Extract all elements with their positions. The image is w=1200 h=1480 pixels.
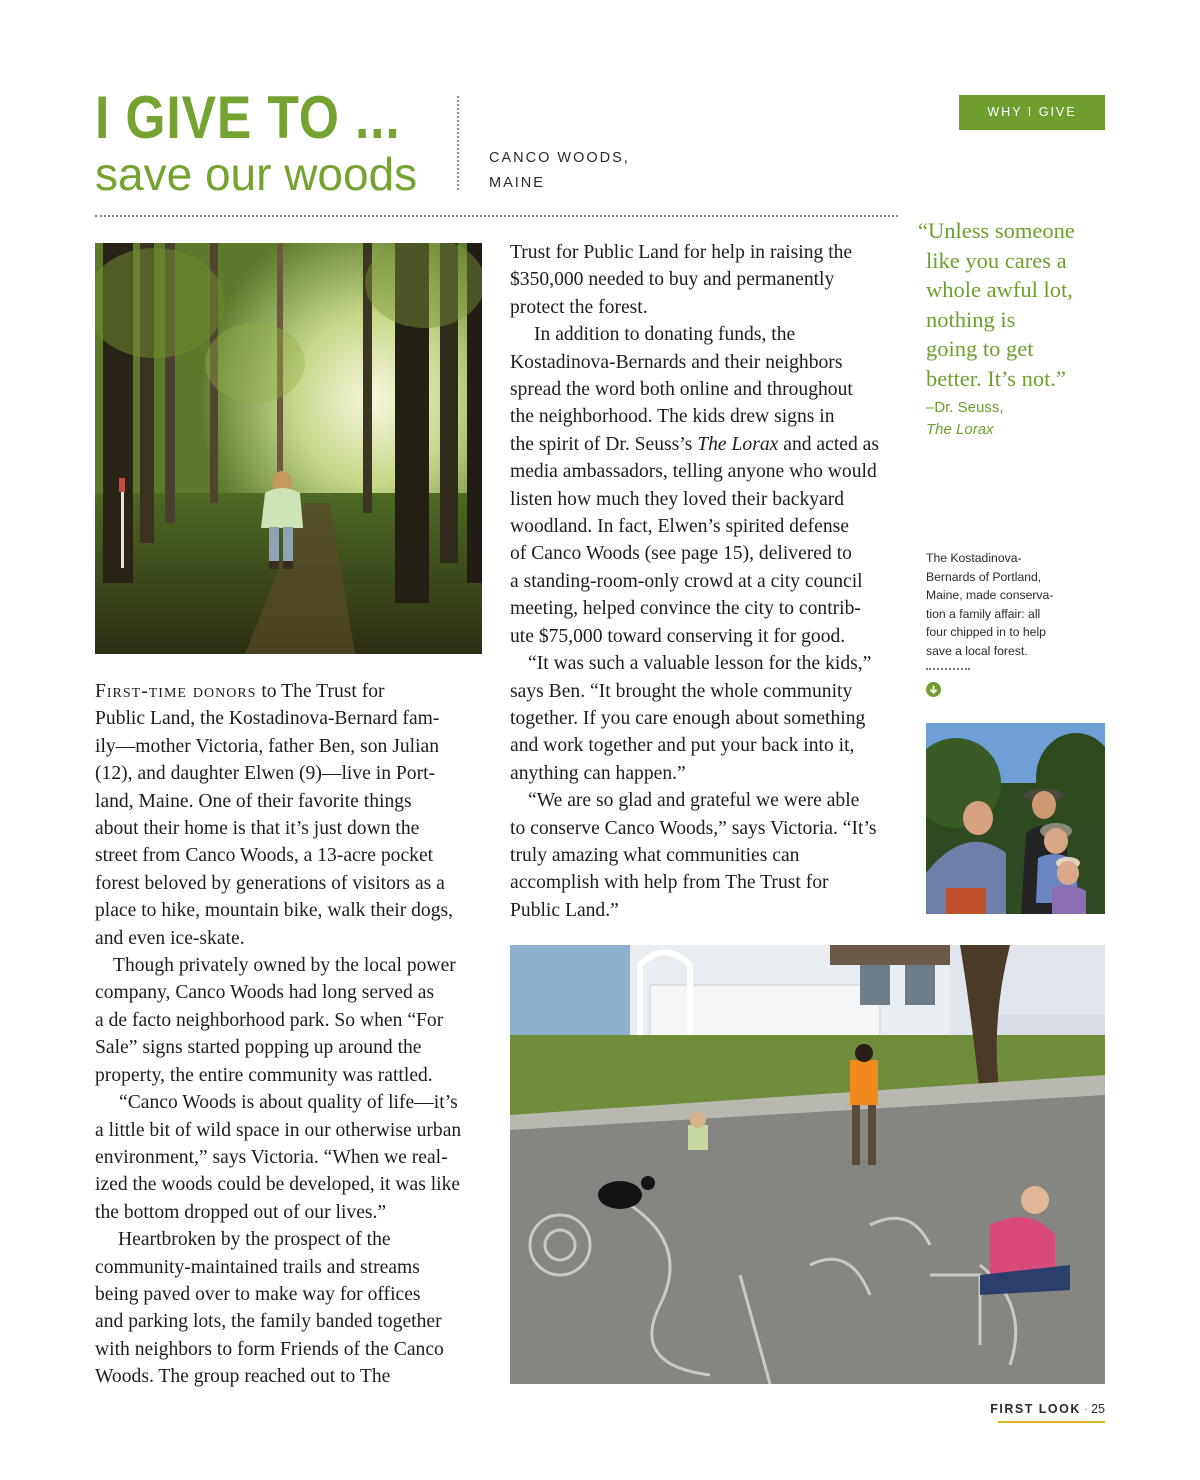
- p3-line-1: “Canco Woods is about quality of life—it’s: [119, 1092, 458, 1114]
- caption-line-2: Bernards of Portland,: [926, 569, 1042, 584]
- header-rule: [95, 215, 898, 217]
- c2-paragraph-3: [510, 650, 902, 787]
- c2-paragraph-1: [510, 239, 902, 321]
- header-divider: [457, 96, 459, 190]
- quote-line-6: better. It’s not.”: [926, 365, 1066, 391]
- c2p2-line-1: In addition to donating funds, the: [534, 324, 796, 346]
- c2p3-line-1: “It was such a valuable lesson for the kids,”: [528, 653, 872, 675]
- location-line-2: MAINE: [489, 175, 545, 191]
- pull-quote: [918, 216, 1108, 393]
- caption-divider: [926, 668, 970, 670]
- paragraph-2: [95, 952, 487, 1089]
- footer-separator: ·: [1083, 1402, 1089, 1416]
- lorax-title: The Lorax: [697, 433, 779, 455]
- c2p3-line-4: and work together and put your back into it,: [510, 735, 855, 757]
- c2p2-line-2: Kostadinova-Bernards and their neighbors: [510, 351, 843, 373]
- p2-line-2: company, Canco Woods had long served as: [95, 982, 435, 1004]
- quote-line-3: whole awful lot,: [926, 277, 1073, 302]
- caption-line-1: The Kostadinova-: [926, 551, 1022, 565]
- c2p1-line-2: $350,000 needed to buy and permanently: [510, 269, 835, 291]
- title-line-2: save our woods: [95, 148, 418, 200]
- footer-section: FIRST LOOK: [990, 1402, 1081, 1416]
- attribution-title: The Lorax: [926, 421, 994, 438]
- c2p2-line-8: woodland. In fact, Elwen’s spirited defense: [510, 516, 849, 538]
- quote-line-1: “Unless someone: [918, 218, 1075, 243]
- c2p1-line-3: protect the forest.: [510, 296, 648, 318]
- p3-line-5: the bottom dropped out of our lives.”: [95, 1201, 387, 1223]
- p1-line-3: ily—mother Victoria, father Ben, son Julian: [95, 735, 439, 757]
- c2p4-line-1: “We are so glad and grateful we were able: [528, 790, 860, 812]
- p3-line-4: ized the woods could be developed, it was like: [95, 1174, 461, 1196]
- p1-line-4: (12), and daughter Elwen (9)—live in Port-: [95, 763, 436, 785]
- quote-line-2: like you cares a: [926, 247, 1067, 273]
- p4-line-2: community-maintained trails and streams: [95, 1256, 420, 1278]
- forest-photo: [95, 243, 482, 654]
- caption-line-6: save a local forest.: [926, 643, 1028, 658]
- c2-paragraph-2: [510, 321, 902, 650]
- c2p2-line-3: spread the word both online and throughout: [510, 379, 853, 401]
- c2p4-line-2: to conserve Canco Woods,” says Victoria. “It’s: [510, 817, 877, 839]
- c2-paragraph-4: [510, 787, 902, 924]
- c2p3-line-2: says Ben. “It brought the whole community: [510, 680, 853, 702]
- lead-in: First-time donors: [95, 681, 257, 702]
- p2-line-3: a de facto neighborhood park. So when “For: [95, 1009, 444, 1031]
- c2p2-line-11: meeting, helped convince the city to contrib-: [510, 598, 861, 620]
- page-number: 25: [1091, 1402, 1105, 1416]
- attribution-name: –Dr. Seuss,: [926, 399, 1004, 416]
- c2p4-line-5: Public Land.”: [510, 899, 619, 921]
- quote-line-5: going to get: [926, 336, 1034, 361]
- p3-line-3: environment,” says Victoria. “When we real-: [95, 1146, 448, 1168]
- p4-line-4: and parking lots, the family banded together: [95, 1311, 442, 1333]
- p2-line-1: Though privately owned by the local power: [113, 955, 456, 977]
- family-photo: [926, 723, 1105, 914]
- page-footer: [990, 1402, 1105, 1416]
- p4-line-6: Woods. The group reached out to The: [95, 1366, 391, 1388]
- p4-line-3: being paved over to make way for offices: [95, 1283, 421, 1305]
- p1-line-6: about their home is that it’s just down the: [95, 818, 420, 840]
- paragraph-4: [95, 1226, 487, 1390]
- p1-line-7: street from Canco Woods, a 13-acre pocket: [95, 845, 434, 867]
- p2-line-4: Sale” signs started popping up around the: [95, 1037, 422, 1059]
- paragraph-3: [95, 1089, 487, 1226]
- p1-line-2: Public Land, the Kostadinova-Bernard fam-: [95, 708, 440, 730]
- p1-line-8: forest beloved by generations of visitors as a: [95, 872, 445, 894]
- c2p2-line-7: listen how much they loved their backyard: [510, 488, 845, 510]
- section-badge: WHY I GIVE: [959, 95, 1105, 130]
- footer-rule: [998, 1421, 1105, 1423]
- c2p4-line-3: truly amazing what communities can: [510, 844, 800, 866]
- location: [489, 146, 689, 196]
- p1-line-1: First-time donors to The Trust for: [95, 681, 385, 702]
- c2p4-line-4: accomplish with help from The Trust for: [510, 872, 829, 894]
- caption-line-5: four chipped in to help: [926, 625, 1046, 640]
- caption-line-4: tion a family affair: all: [926, 606, 1041, 621]
- p1-line-5: land, Maine. One of their favorite things: [95, 790, 412, 812]
- c2p2-line-5: the spirit of Dr. Seuss’s The Lorax and acted as: [510, 433, 879, 455]
- quote-line-4: nothing is: [926, 306, 1016, 332]
- paragraph-1: [95, 678, 487, 952]
- location-line-1: CANCO WOODS,: [489, 150, 630, 166]
- c2p2-line-9: of Canco Woods (see page 15), delivered to: [510, 543, 852, 565]
- c2p3-line-3: together. If you care enough about something: [510, 707, 866, 729]
- p2-line-5: property, the entire community was rattled.: [95, 1064, 433, 1086]
- c2p3-line-5: anything can happen.”: [510, 762, 686, 784]
- c2p2-line-6: media ambassadors, telling anyone who would: [510, 461, 877, 483]
- article-column-2: [510, 239, 902, 924]
- p1-line-10: and even ice-skate.: [95, 927, 245, 949]
- c2p2-line-4: the neighborhood. The kids drew signs in: [510, 406, 835, 428]
- article-column-1: [95, 678, 487, 1391]
- caption-line-3: Maine, made conserva-: [926, 588, 1054, 603]
- arrow-down-icon: [926, 682, 941, 697]
- c2p1-line-1: Trust for Public Land for help in raising the: [510, 242, 853, 263]
- street-chalk-photo: [510, 945, 1105, 1384]
- photo-caption: [926, 549, 1106, 661]
- p4-line-5: with neighbors to form Friends of the Canco: [95, 1338, 444, 1360]
- p4-line-1: Heartbroken by the prospect of the: [118, 1229, 391, 1251]
- title-line-1: I GIVE TO ...: [95, 84, 401, 151]
- p1-line-9: place to hike, mountain bike, walk their dogs,: [95, 900, 454, 922]
- c2p2-line-12: ute $75,000 toward conserving it for good.: [510, 625, 846, 647]
- p3-line-2: a little bit of wild space in our otherwise urban: [95, 1119, 462, 1141]
- quote-attribution: [926, 397, 1106, 441]
- c2p2-line-10: a standing-room-only crowd at a city council: [510, 570, 863, 592]
